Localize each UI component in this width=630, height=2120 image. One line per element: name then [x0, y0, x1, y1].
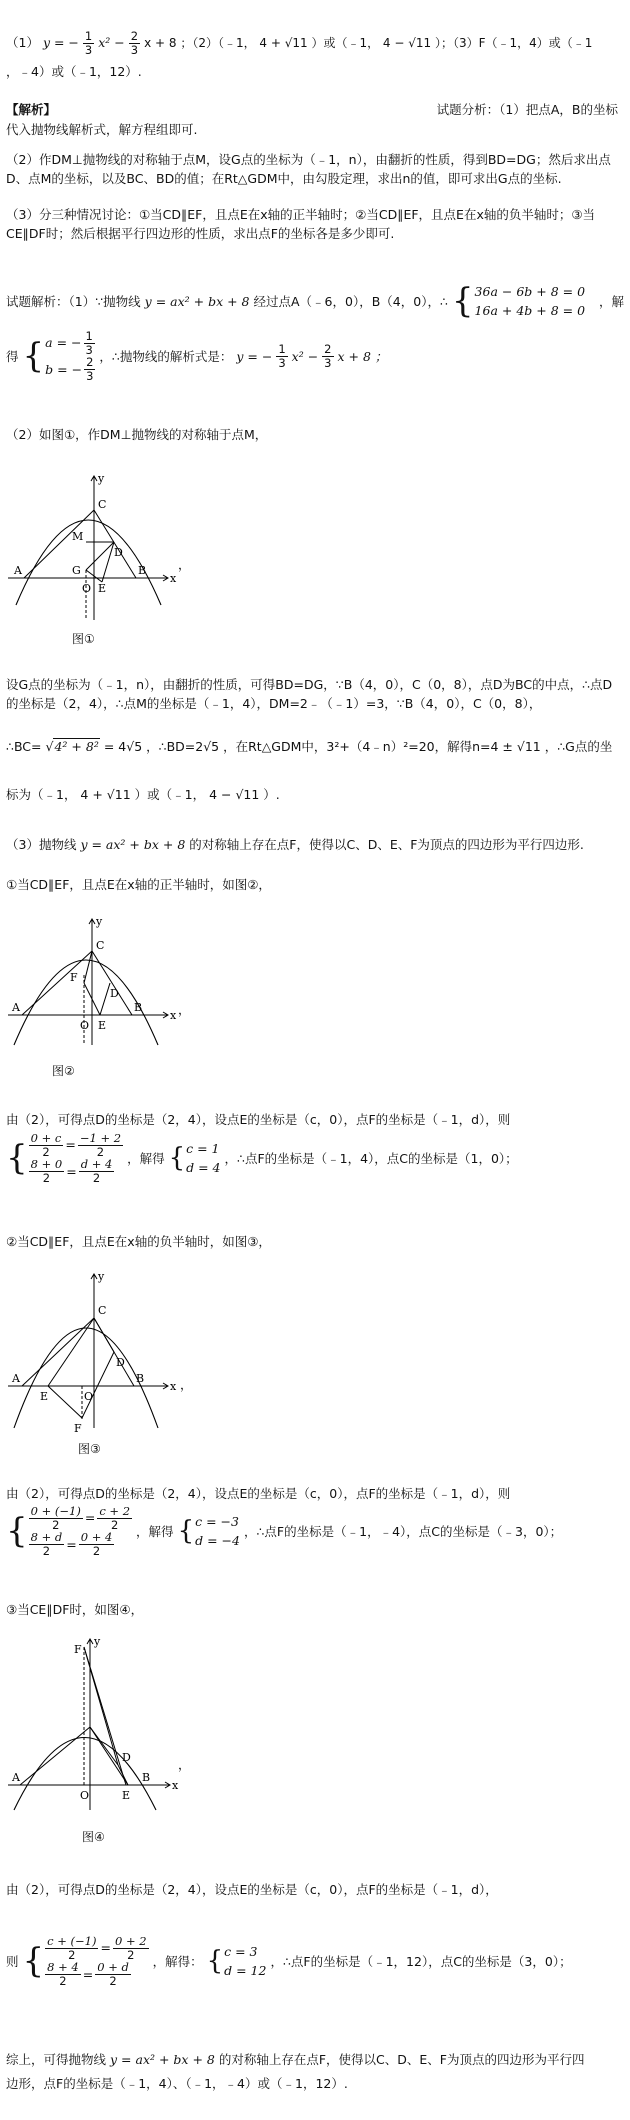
brace: { — [451, 281, 474, 322]
label-G: G — [72, 564, 81, 577]
label-y: y — [94, 1635, 101, 1648]
system-rows — [224, 1942, 266, 1981]
solution-1-line-1 — [6, 282, 624, 321]
label-O: O — [80, 1019, 90, 1032]
case-2-setup: 由（2），可得点D的坐标是（2，4），设点E的坐标是（c，0），点F的坐标是（﹣1，d），则 — [6, 1486, 511, 1501]
equals: = — [100, 1940, 111, 1956]
system-rows — [29, 1505, 132, 1558]
fraction: $\frac{8 + 0}{2}$ — [30, 1157, 63, 1185]
conclusion-line-1 — [6, 2050, 624, 2069]
system-rows — [45, 1935, 148, 1988]
conclusion-line-2: 边形，点F的坐标是（﹣1，4）、（﹣1，﹣4）或（﹣1，12）. — [6, 2076, 348, 2091]
brace: { — [22, 336, 45, 377]
label-y: y — [96, 915, 103, 928]
case-2-intro: ②当CD∥EF，且点E在x轴的负半轴时，如图③， — [6, 1234, 271, 1249]
label-E: E — [40, 1390, 49, 1403]
answer-line-2: ，﹣4）或（﹣1，12）. — [6, 64, 142, 79]
figure-suffix: ， — [178, 1757, 191, 1772]
system-rows — [195, 1512, 240, 1551]
figure-1 — [6, 470, 196, 640]
brace: { — [6, 1511, 28, 1552]
solution-2-body: 设G点的坐标为（﹣1，n），由翻折的性质，可得BD=DG，∵B（4，0），C（0，8），点D为BC的中点，∴点D的坐标是（2，4），∴点M的坐标是（﹣1，4），DM=2﹣（﹣1）=3，∵B（4，0），C（0，8）， — [6, 677, 613, 712]
answer-label: （1） — [6, 35, 39, 51]
equation-system — [23, 1935, 149, 1988]
solution-text: 得 — [6, 348, 19, 364]
label-A: A — [12, 1771, 20, 1784]
solution-text: ，解 — [598, 293, 624, 309]
case-1-equations — [6, 1132, 624, 1185]
system-row — [45, 330, 95, 356]
fraction: $\frac{2}{3}$ — [130, 29, 139, 57]
fraction: $\frac{0 + (-1)}{2}$ — [30, 1504, 81, 1532]
label-O: O — [80, 1789, 90, 1802]
label-E: E — [98, 1019, 107, 1032]
brace: { — [6, 1138, 28, 1179]
figure-3-svg — [6, 1268, 196, 1458]
brace: { — [168, 1143, 186, 1174]
solution-text: 的对称轴上存在点F，使得以C、D、E、F为顶点的四边形为平行四 — [218, 2052, 585, 2067]
equals: = — [82, 1966, 94, 1982]
answer-eq-head: y = − — [42, 35, 79, 51]
solution-system — [178, 1512, 240, 1551]
solution-text: ∴BC= — [6, 739, 42, 754]
figure-3 — [6, 1268, 196, 1458]
system-rows — [29, 1132, 123, 1185]
system-rows — [475, 282, 585, 321]
solution-text: ，解得 — [136, 1523, 174, 1539]
label-A: A — [14, 564, 22, 577]
figure-4-svg — [6, 1635, 196, 1835]
result-eq: x + 8 ； — [337, 348, 388, 364]
solution-system — [23, 330, 96, 383]
solution-text: 则 — [6, 1953, 19, 1969]
label-y: y — [98, 1270, 105, 1283]
fraction: $\frac{d + 4}{2}$ — [80, 1157, 113, 1185]
label-y: y — [98, 472, 105, 485]
label-D: D — [116, 1356, 125, 1369]
fraction: $\frac{c + (-1)}{2}$ — [47, 1934, 97, 1962]
case-3-setup: 由（2），可得点D的坐标是（2，4），设点E的坐标是（c，0），点F的坐标是（﹣1，d）， — [6, 1882, 498, 1897]
label-D: D — [114, 546, 123, 559]
solution-text: ，∴点F的坐标是（﹣1，﹣4），点C的坐标是（﹣3，0）； — [243, 1523, 563, 1539]
label-x: x — [170, 1380, 177, 1393]
label-O: O — [82, 582, 92, 595]
fraction: $\frac{0 + c}{2}$ — [30, 1131, 62, 1159]
brace: { — [22, 1941, 45, 1982]
label-O: O — [84, 1390, 94, 1403]
analysis-p2: （2）作DM⊥抛物线的对称轴于点M，设G点的坐标为（﹣1，n），由翻折的性质，得到BD=DG；然后求出点D、点M的坐标，以及BC、BD的值；在Rt△GDM中，由勾股定理，求出n的值，即可求出G点的坐标. — [6, 152, 611, 187]
answer-line-1 — [6, 30, 624, 56]
solution-text: 经过点A（﹣6，0），B（4，0），∴ — [253, 293, 448, 309]
result-c: c = 3 — [224, 1943, 258, 1959]
fraction: $\frac{1}{3}$ — [84, 29, 93, 57]
solution-text: ，解得 — [127, 1150, 165, 1166]
solution-text: ，解得： — [152, 1953, 203, 1969]
fraction: $\frac{0 + 4}{2}$ — [80, 1530, 113, 1558]
system-row — [45, 356, 95, 382]
brace: { — [206, 1946, 224, 1977]
result-d: d = 12 — [224, 1963, 267, 1979]
system-row — [45, 1935, 148, 1961]
figure-3-caption: 图③ — [78, 1442, 101, 1456]
label-C: C — [98, 1304, 107, 1317]
label-B: B — [142, 1771, 151, 1784]
solution-text: = 4√5 ，∴BD=2√5 ，在Rt△GDM中，3²+（4﹣n）²=20，解得n=4 ± √11 ，∴G点的坐 — [103, 739, 613, 754]
solution-1-line-2 — [6, 330, 624, 383]
brace: { — [177, 1516, 195, 1547]
label-C: C — [98, 498, 107, 511]
result-c: c = 1 — [186, 1140, 220, 1156]
figure-2-caption: 图② — [52, 1064, 75, 1078]
solution-text: （3）抛物线 — [6, 837, 77, 852]
analysis-p3: （3）分三种情况讨论：①当CD∥EF，且点E在x轴的正半轴时；②当CD∥EF，且点E在x轴的负半轴时；③当CE∥DF时；然后根据平行四边形的性质，求出点F的坐标各是多少即可. — [6, 207, 596, 242]
fraction: $\frac{0 + d}{2}$ — [97, 1960, 129, 1988]
label-B: B — [136, 1372, 145, 1385]
figure-4-caption: 图④ — [82, 1830, 105, 1844]
equation-system — [6, 1132, 123, 1185]
label-E: E — [98, 582, 107, 595]
label-F: F — [74, 1422, 82, 1435]
figure-2-svg — [6, 915, 196, 1075]
fraction: $\frac{8 + 4}{2}$ — [47, 1960, 79, 1988]
label-B: B — [138, 564, 147, 577]
solution-system — [169, 1139, 221, 1178]
solution-text: 的对称轴上存在点F，使得以C、D、E、F为顶点的四边形为平行四边形. — [189, 837, 584, 852]
equals: = — [84, 1510, 96, 1526]
figure-suffix: ， — [178, 1002, 191, 1017]
figure-suffix: ， — [178, 557, 191, 572]
label-D: D — [110, 987, 119, 1000]
solution-2-bc — [6, 737, 624, 756]
system-row — [29, 1158, 123, 1184]
result-d: d = 4 — [186, 1160, 221, 1176]
label-x: x — [170, 572, 177, 585]
label-M: M — [72, 530, 84, 543]
fraction: $\frac{c + 2}{2}$ — [99, 1504, 131, 1532]
fraction: $\frac{0 + 2}{2}$ — [114, 1934, 147, 1962]
case-3-equations — [6, 1935, 624, 1988]
label-A: A — [12, 1372, 20, 1385]
equals: = — [65, 1137, 76, 1153]
solution-text: ，∴抛物线的解析式是： — [99, 348, 233, 364]
equals: = — [66, 1163, 77, 1179]
fraction: $\frac{2}{3}$ — [86, 355, 94, 383]
figure-1-svg — [6, 470, 196, 640]
solution-text: 试题解析：（1）∵抛物线 — [6, 293, 141, 309]
var-b: b = − — [45, 361, 83, 377]
answer-tail: x + 8 ；（2）（﹣1， 4 + √11 ）或（﹣1， 4 − √11 ）；（3）F（﹣1，4）或（﹣1 — [144, 35, 593, 50]
label-x: x — [170, 1009, 177, 1022]
solution-text: ，∴点F的坐标是（﹣1，12），点C的坐标是（3，0）； — [270, 1953, 572, 1969]
label-F: F — [70, 971, 78, 984]
solution-text: ，∴点F的坐标是（﹣1，4），点C的坐标是（1，0）； — [224, 1150, 518, 1166]
sqrt-expr: √4² + 8² — [45, 739, 99, 754]
equals: = — [66, 1536, 77, 1552]
solution-2-result: 标为（﹣1， 4 + √11 ）或（﹣1， 4 − √11 ）. — [6, 787, 280, 802]
label-E: E — [122, 1789, 131, 1802]
system-row — [45, 1961, 148, 1987]
case-2-equations — [6, 1505, 624, 1558]
solution-system — [207, 1942, 267, 1981]
label-B: B — [134, 1001, 143, 1014]
solution-text: 综上，可得抛物线 — [6, 2052, 107, 2067]
label-C: C — [96, 939, 105, 952]
solution-2-intro: （2）如图①，作DM⊥抛物线的对称轴于点M， — [6, 427, 268, 442]
result-eq: x² − — [291, 348, 319, 364]
figure-4 — [6, 1635, 196, 1835]
analysis-heading-row — [6, 100, 624, 119]
fraction: $\frac{2}{3}$ — [324, 342, 332, 370]
analysis-heading: 【解析】 — [6, 102, 57, 117]
equation-system — [452, 282, 585, 321]
fraction: $\frac{8 + d}{2}$ — [30, 1530, 63, 1558]
result-d: d = −4 — [195, 1533, 240, 1549]
result-c: c = −3 — [195, 1513, 239, 1529]
fraction: $\frac{1}{3}$ — [85, 329, 93, 357]
parabola-eq: y = ax² + bx + 8 — [144, 293, 250, 309]
fraction: $\frac{-1 + 2}{2}$ — [79, 1131, 122, 1159]
figure-2 — [6, 915, 196, 1075]
parabola-eq: y = ax² + bx + 8 — [80, 837, 186, 852]
label-F: F — [74, 1643, 82, 1656]
fraction: $\frac{1}{3}$ — [278, 342, 286, 370]
var-a: a = − — [45, 335, 82, 351]
case-1-intro: ①当CD∥EF，且点E在x轴的正半轴时，如图②， — [6, 877, 271, 892]
analysis-intro: 试题分析：（1）把点A，B的坐标 — [436, 102, 618, 117]
label-D: D — [122, 1751, 131, 1764]
label-A: A — [12, 1001, 20, 1014]
label-x: x — [172, 1779, 179, 1792]
solution-3-intro — [6, 835, 624, 854]
system-rows — [45, 330, 95, 383]
system-rows — [186, 1139, 220, 1178]
equation-system — [6, 1505, 132, 1558]
figure-1-caption: 图① — [72, 632, 95, 646]
system-row — [29, 1132, 123, 1158]
system-eq-1: 36a − 6b + 8 = 0 — [474, 284, 586, 299]
figure-suffix: ， — [180, 1377, 193, 1392]
case-3-intro: ③当CE∥DF时，如图④， — [6, 1602, 144, 1617]
system-row — [29, 1531, 132, 1557]
system-row — [29, 1505, 132, 1531]
result-eq: y = − — [236, 348, 273, 364]
system-eq-2: 16a + 4b + 8 = 0 — [474, 303, 586, 319]
case-1-setup: 由（2），可得点D的坐标是（2，4），设点E的坐标是（c，0），点F的坐标是（﹣1，d），则 — [6, 1112, 511, 1127]
analysis-intro-2: 代入抛物线解析式，解方程组即可. — [6, 122, 198, 137]
parabola-eq: y = ax² + bx + 8 — [110, 2052, 215, 2067]
answer-eq-mid: x² − — [98, 35, 125, 51]
radicand: 4² + 8² — [54, 739, 99, 754]
